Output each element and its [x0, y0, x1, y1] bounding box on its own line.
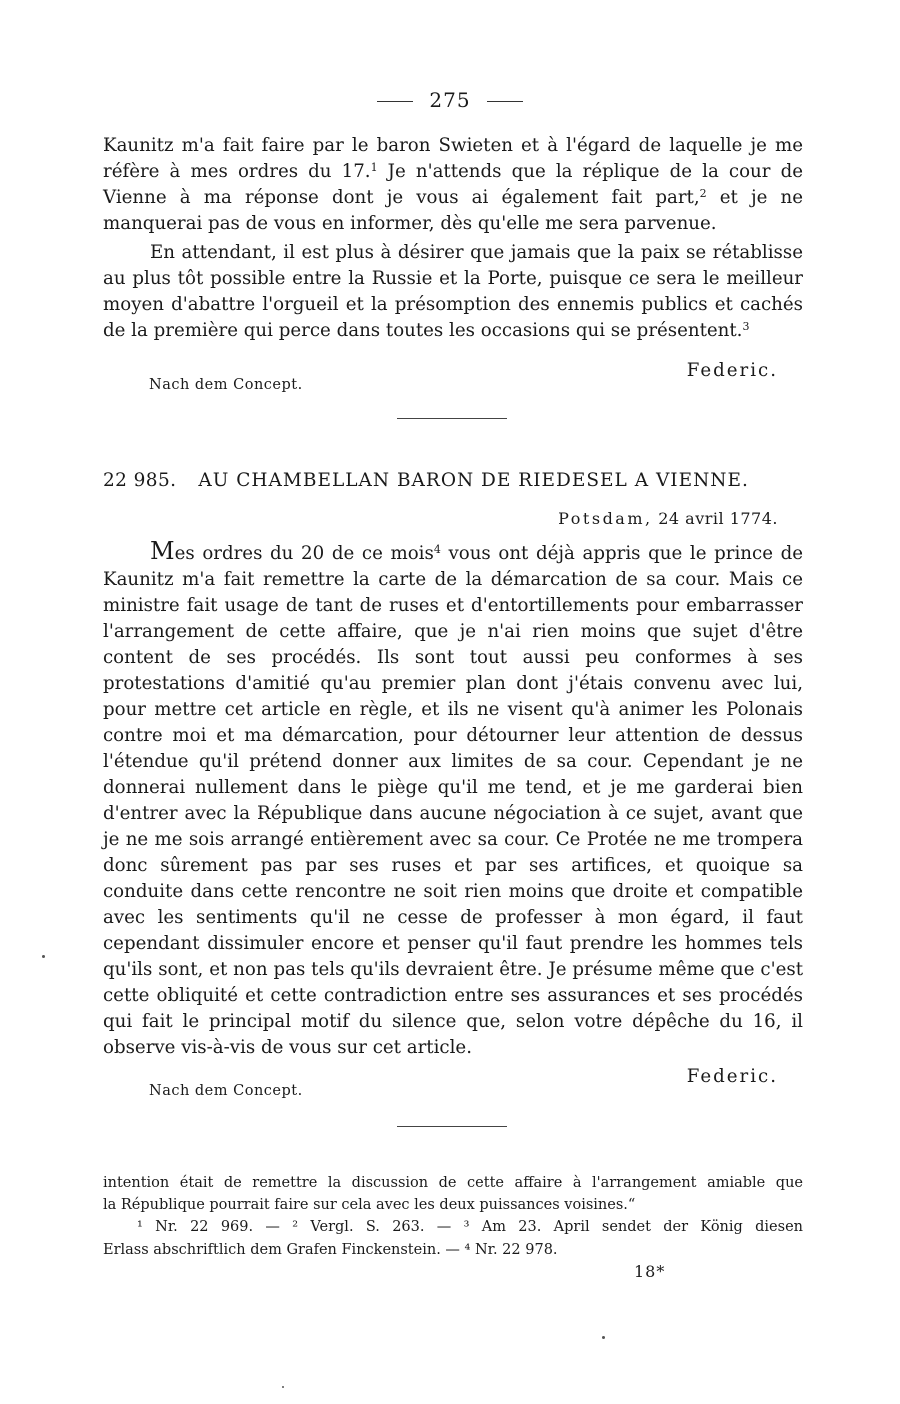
footnote-ref: 2 [699, 187, 707, 200]
section-divider [397, 418, 507, 419]
scan-speck [282, 1386, 284, 1388]
paragraph-text: Je n'attends que la réplique de la cour de Vienne à ma réponse dont je vous ai également fait part, [103, 161, 803, 208]
paragraph-text: et je ne manquerai pas de vous en informer, dès qu'elle me sera parvenue. [103, 187, 803, 234]
letter-title: AU CHAMBELLAN BARON DE RIEDESEL A VIENNE. [198, 470, 749, 491]
source-note: Nach dem Concept. [149, 1083, 303, 1099]
previous-letter-paragraph-2 [103, 240, 803, 344]
header-dash-left [377, 101, 413, 102]
letter-heading [103, 470, 803, 491]
paragraph-text: es ordres du 20 de ce mois [174, 543, 434, 564]
paragraph-text: vous ont déjà appris que le prince de Kaunitz m'a fait remettre la carte de la démarcation de sa cour. Mais ce ministre fait usage de tant de ruses et d'entortillements pour embarrasser l'arrangement de cette affaire, que je n'ai rien moins que sujet d'être content de ses procédés. Ils sont tout aussi peu conformes à ses protestations d'amitié qu'au premier plan dont j'étais convenu avec lui, pour mettre cet article en règle, et ils ne visent qu'à animer les Polonais contre moi et ma démarcation, pour détourner leur attention de dessus l'étendue qu'il prétend donner aux limites de sa cour. Cependant je ne donnerai nullement dans le piège qu'il me tend, et je me garderai bien d'entrer avec la République dans aucune négociation à ce sujet, avant que je ne me sois arrangé entièrement avec sa cour. Ce Protée ne me trompera donc sûrement pas par ses ruses et par ses artifices, et quoique sa conduite dans cette rencontre ne soit rien moins que droite et compatible avec les sentiments qu'il ne cesse de professer à mon égard, il faut cependant dissimuler encore et penser qu'il faut prendre les hommes tels qu'ils sont, et non pas tels qu'ils devraient être. Je présume même que c'est cette obliquité et cette contradiction entre ses assurances et ses procédés qui fait le principal motif du silence que, selon votre dépêche du 16, il observe vis-à-vis de vous sur cet article. [103, 543, 804, 1058]
page-header [0, 88, 900, 112]
paragraph-text: Kaunitz m'a fait faire par le baron Swieten et à l'égard de laquelle je me réfère à mes ordres du 17. [103, 135, 803, 182]
footnote-divider [397, 1126, 507, 1127]
drop-cap: M [150, 537, 175, 565]
footnote-continued-line: la République pourrait faire sur cela avec les deux puissances voisines.“ [103, 1197, 636, 1213]
letter-number: 22 985. [103, 470, 177, 491]
footnote-ref: 3 [742, 320, 750, 333]
footnote-ref: 4 [433, 543, 441, 556]
dateline-date: 24 avril 1774. [658, 509, 778, 528]
dateline-place: Potsdam, [558, 509, 653, 528]
signature: Federic. [686, 1066, 778, 1087]
source-note: Nach dem Concept. [149, 377, 303, 393]
dateline [558, 509, 778, 528]
page-number: 275 [429, 88, 471, 112]
paragraph-text: En attendant, il est plus à désirer que jamais que la paix se rétablisse au plus tôt possible entre la Russie et la Porte, puisque ce sera le meilleur moyen d'abattre l'orgueil et la présomption des ennemis publics et cachés de la première qui perce dans toutes les occasions qui se présentent. [103, 242, 803, 341]
footnote-continued-line: intention était de remettre la discussion de cette affaire à l'arrangement amiable que [103, 1175, 803, 1191]
footnote-ref: 1 [370, 161, 378, 174]
letter-body [103, 538, 803, 1061]
footnotes-line: ¹ Nr. 22 969. — ² Vergl. S. 263. — ³ Am 23. April sendet der König diesen [137, 1219, 803, 1235]
scan-speck [42, 955, 45, 958]
footnotes-line: Erlass abschriftlich dem Grafen Finckenstein. — ⁴ Nr. 22 978. [103, 1242, 558, 1258]
previous-letter-paragraph-1 [103, 133, 803, 237]
sheet-signature: 18* [634, 1262, 666, 1281]
signature: Federic. [686, 360, 778, 381]
scan-speck [602, 1336, 605, 1339]
header-dash-right [487, 101, 523, 102]
